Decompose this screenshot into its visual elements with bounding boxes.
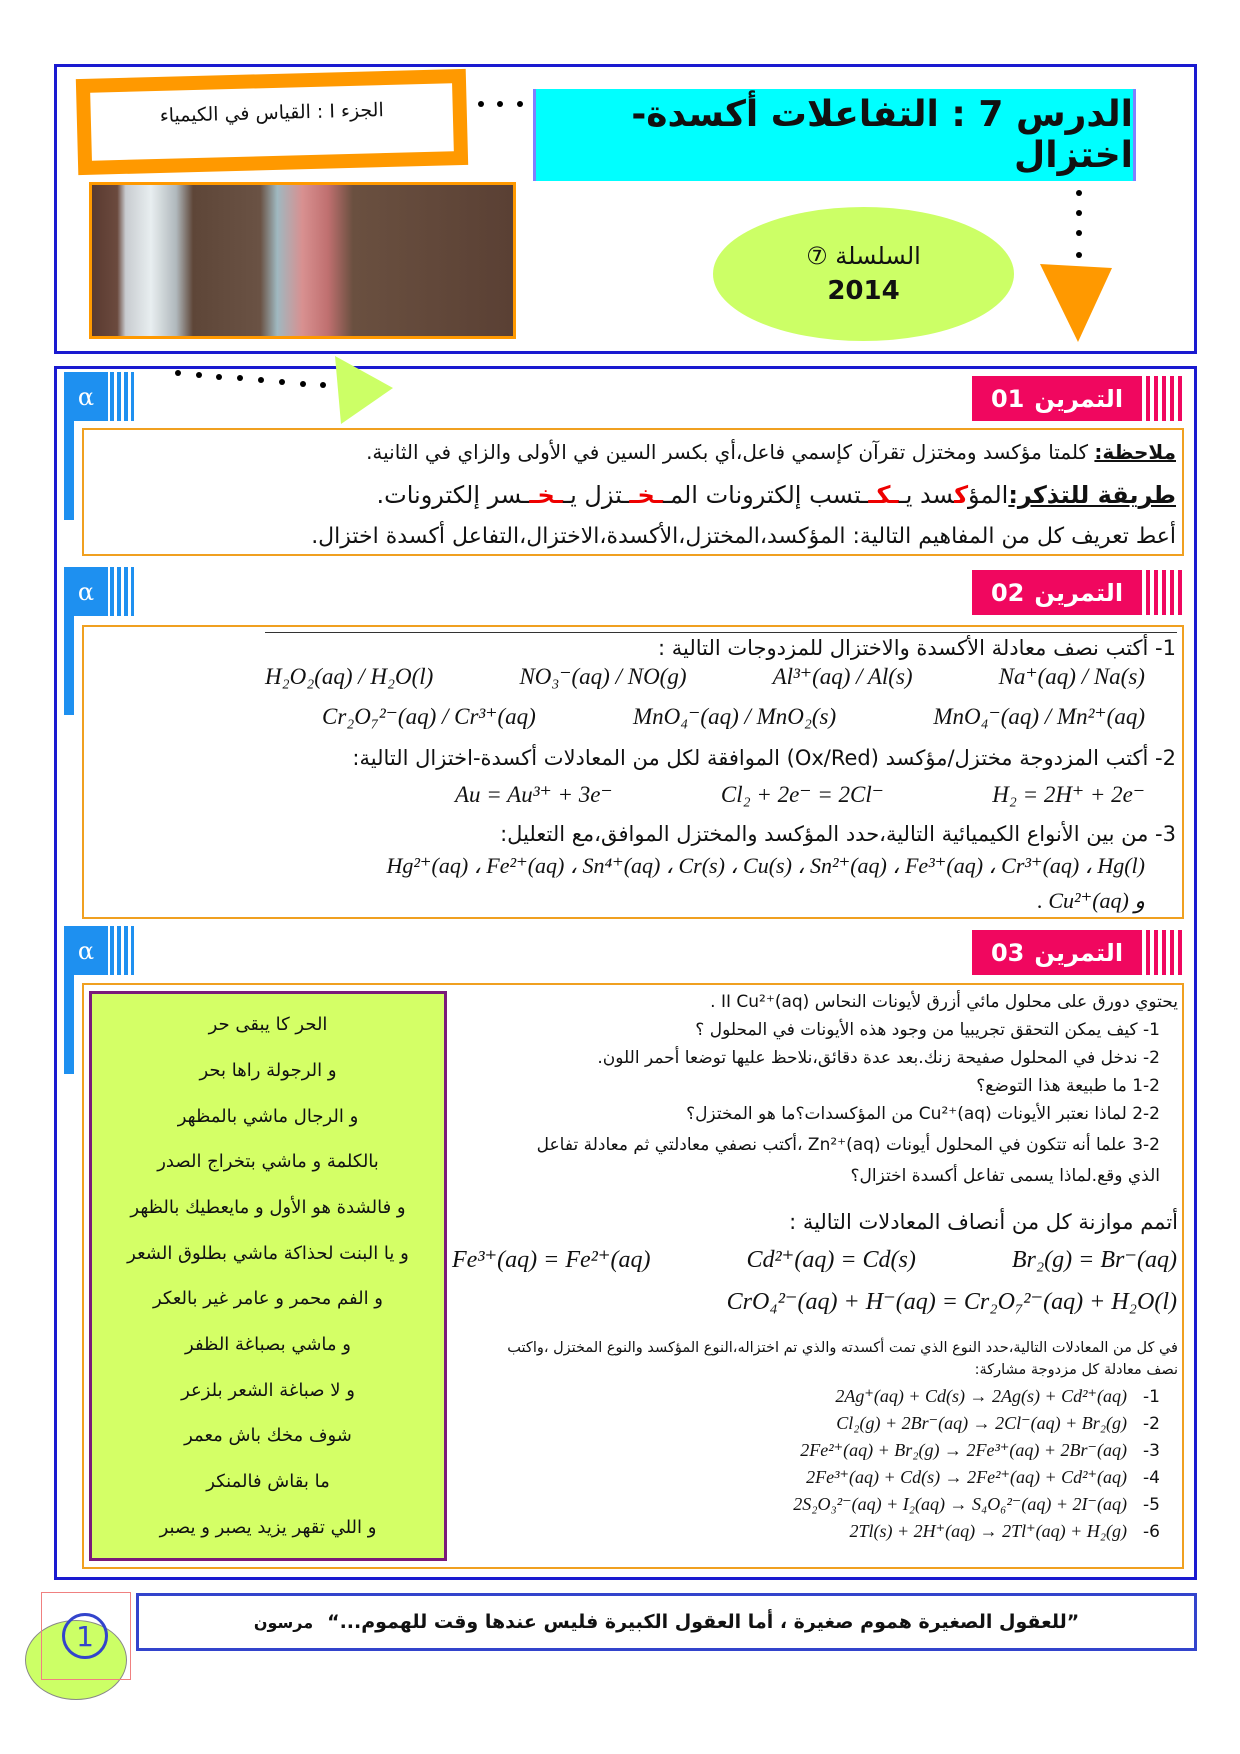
mnemonic-part: ـتزل يـ xyxy=(563,481,630,509)
poem-line: و ماشي بصباغة الظفر xyxy=(185,1333,351,1355)
ex3-question: 1-2 ما طبيعة هذا التوضع؟ xyxy=(976,1076,1160,1096)
mnemonic-part-highlight: ـخـ xyxy=(529,481,564,509)
alpha-bar xyxy=(64,420,74,520)
equation: Cl₂ + 2e⁻ = 2Cl⁻ xyxy=(720,782,884,807)
reaction-equation: 2Ag⁺(aq) + Cd(s) → 2Ag(s) + Cd²⁺(aq) xyxy=(835,1386,1128,1406)
exercise-number: 03 xyxy=(990,938,1025,967)
mnemonic-part-highlight: ك xyxy=(954,481,969,509)
reaction-row xyxy=(850,1521,1161,1542)
reaction-number: -4 xyxy=(1143,1468,1160,1488)
mnemonic xyxy=(377,481,1177,509)
footer-author: مرسون xyxy=(253,1612,314,1632)
couple: Cr₂O₇²⁻(aq) / Cr³⁺(aq) xyxy=(322,704,536,729)
note-text: كلمتا مؤكسد ومختزل تقرآن كإسمي فاعل،أي بكسر السين في الأولى والزاي في الثانية. xyxy=(366,440,1095,464)
reaction-number: -3 xyxy=(1143,1441,1160,1461)
reaction-number: -5 xyxy=(1143,1495,1160,1515)
poem-box xyxy=(89,991,447,1561)
exercise-stripes xyxy=(1146,930,1186,975)
alpha-bar xyxy=(64,974,74,1074)
mnemonic-part-highlight: ـخـ xyxy=(629,481,664,509)
poem-line: ما بقاش فالمنكر xyxy=(206,1470,330,1492)
reaction-equation: 2Fe³⁺(aq) + Cd(s) → 2Fe²⁺(aq) + Cd²⁺(aq) xyxy=(806,1467,1128,1487)
poem-line: و اللي تقهر يزيد يصبر و يصبر xyxy=(159,1516,377,1538)
poem-line: و يا البنت لحذاكة ماشي بطلوق الشعر xyxy=(127,1242,409,1264)
note-title: ملاحظة: xyxy=(1094,440,1176,464)
dot xyxy=(1076,210,1082,216)
q2-equations xyxy=(455,782,1145,808)
reactions-intro: نصف معادلة كل مزدوجة مشاركة: xyxy=(974,1362,1178,1378)
exercise-stripes xyxy=(1146,570,1186,615)
dot xyxy=(300,381,306,387)
poem-line: و فالشدة هو الأول و مايعطيك بالظهر xyxy=(130,1196,406,1218)
couple: Na⁺(aq) / Na(s) xyxy=(998,664,1145,689)
alpha-stripes xyxy=(110,372,134,421)
balance-row1 xyxy=(452,1245,1177,1274)
dot xyxy=(258,377,264,383)
ex3-question: 2-2 لماذا نعتبر الأيونات Cu²⁺(aq) من المؤكسدات؟ما هو المختزل؟ xyxy=(686,1104,1160,1124)
lesson-title-text: الدرس 7 : التفاعلات أكسدة-اختزال xyxy=(631,94,1133,176)
dot xyxy=(237,375,243,381)
page-number-text: 1 xyxy=(76,1619,94,1653)
dot xyxy=(196,372,202,378)
ex3-question: الذي وقع.لماذا يسمى تفاعل أكسدة اختزال؟ xyxy=(850,1166,1160,1186)
poem-line: شوف مخك باش معمر xyxy=(184,1425,352,1447)
series-label: السلسلة ⑦ xyxy=(806,242,921,270)
mnemonic-part: ـتسب إلكترونات المـ xyxy=(663,481,869,509)
exercise-1-task: أعط تعريف كل من المفاهيم التالية: المؤكسد،المختزل،الأكسدة،الاختزال،التفاعل أكسدة اختزال. xyxy=(311,524,1176,549)
reaction-equation: 2Fe²⁺(aq) + Br₂(g) → 2Fe³⁺(aq) + 2Br⁻(aq) xyxy=(800,1440,1128,1460)
reaction-number: -2 xyxy=(1143,1414,1160,1434)
exercise-3-label xyxy=(972,930,1142,975)
test-tubes-photo xyxy=(89,182,516,339)
half-equation: Cd²⁺(aq) = Cd(s) xyxy=(746,1247,916,1273)
reaction-row xyxy=(836,1413,1160,1434)
exercise-label-text: التمرين xyxy=(1034,578,1124,607)
exercise-stripes xyxy=(1146,376,1186,421)
dot xyxy=(497,101,503,107)
reaction-equation: 2Tl(s) + 2H⁺(aq) → 2Tl⁺(aq) + H₂(g) xyxy=(849,1521,1128,1541)
half-equation: Fe³⁺(aq) = Fe²⁺(aq) xyxy=(452,1247,651,1273)
reaction-number: -1 xyxy=(1143,1387,1160,1407)
exercise-label-text: التمرين xyxy=(1034,384,1124,413)
part-label: الجزء I : القياس في الكيمياء xyxy=(159,99,385,127)
q1: 1- أكتب نصف معادلة الأكسدة والاختزال للمزدوجات التالية : xyxy=(657,636,1176,660)
exercise-label-text: التمرين xyxy=(1034,938,1124,967)
alpha-stripes xyxy=(110,567,134,616)
half-equation: Br₂(g) = Br⁻(aq) xyxy=(1011,1247,1177,1273)
poem-line: و الفم محمر و عامر غير بالعكر xyxy=(153,1288,383,1310)
alpha-bar xyxy=(64,615,74,715)
reactions-list xyxy=(793,1386,1160,1542)
alpha-marker: α xyxy=(64,372,108,421)
exercise-2-label xyxy=(972,570,1142,615)
exercise-number: 02 xyxy=(990,578,1025,607)
equation: Au = Au³⁺ + 3e⁻ xyxy=(455,782,613,807)
q1-row2 xyxy=(322,704,1145,730)
poem-line: و لا صباغة الشعر بلزعر xyxy=(181,1379,355,1401)
reactions-intro: في كل من المعادلات التالية،حدد النوع الذي تمت أكسدته والذي تم اختزاله،النوع المؤكسد والنوع المختزل ،واكتب xyxy=(507,1340,1178,1356)
reaction-row xyxy=(806,1467,1160,1488)
poem-line: الحر كا يبقى حر xyxy=(208,1014,328,1036)
dot xyxy=(478,101,484,107)
alpha-stripes xyxy=(110,926,134,975)
footer-quote: ”للعقول الصغيرة هموم صغيرة ، أما العقول الكبيرة فليس عندها وقت للهموم...“ xyxy=(327,1611,1080,1633)
couple: MnO₄⁻(aq) / MnO₂(s) xyxy=(633,704,837,729)
reaction-equation: 2S₂O₃²⁻(aq) + I₂(aq) → S₄O₆²⁻(aq) + 2I⁻(aq) xyxy=(793,1494,1128,1514)
reaction-row xyxy=(793,1494,1160,1515)
balance-row2: CrO₄²⁻(aq) + H⁻(aq) = Cr₂O₇²⁻(aq) + H₂O(l) xyxy=(726,1289,1177,1315)
poem-line: و الرجولة راها بحر xyxy=(199,1059,337,1081)
year: 2014 xyxy=(827,276,900,306)
dot xyxy=(175,370,181,376)
balance-title: أتمم موازنة كل من أنصاف المعادلات التالية : xyxy=(789,1210,1178,1234)
note xyxy=(366,440,1176,464)
dot xyxy=(320,382,326,388)
reaction-equation: Cl₂(g) + 2Br⁻(aq) → 2Cl⁻(aq) + Br₂(g) xyxy=(836,1413,1128,1433)
dot xyxy=(517,101,523,107)
couple: MnO₄⁻(aq) / Mn²⁺(aq) xyxy=(933,704,1145,729)
q3-last: و Cu²⁺(aq) . xyxy=(1037,888,1145,913)
divider xyxy=(265,632,1177,633)
couple: Al³⁺(aq) / Al(s) xyxy=(772,664,913,689)
mnemonic-part-highlight: ـكـ xyxy=(868,481,899,509)
part-label-frame xyxy=(76,69,468,175)
q2: 2- أكتب المزدوجة مختزل/مؤكسد (Ox/Red) الموافقة لكل من المعادلات أكسدة-اختزال التالية: xyxy=(352,746,1176,770)
orange-triangle-icon xyxy=(1040,264,1112,344)
exercise-1-label xyxy=(972,376,1142,421)
poem-line: و الرجال ماشي بالمظهر xyxy=(177,1105,359,1127)
q3: 3- من بين الأنواع الكيميائية التالية،حدد المؤكسد والمختزل الموافق،مع التعليل: xyxy=(500,822,1176,846)
reaction-number: -6 xyxy=(1143,1522,1160,1542)
footer-quote-box xyxy=(136,1593,1197,1651)
equation: H₂ = 2H⁺ + 2e⁻ xyxy=(992,782,1145,807)
poem-line: بالكلمة و ماشي بتخراج الصدر xyxy=(157,1151,379,1173)
ex3-intro: يحتوي دورق على محلول مائي أزرق لأيونات النحاس II Cu²⁺(aq) . xyxy=(710,992,1178,1012)
dot xyxy=(1076,230,1082,236)
mnemonic-title: طريقة للتذكر: xyxy=(1008,481,1176,509)
alpha-marker: α xyxy=(64,926,108,975)
page-number xyxy=(62,1613,108,1659)
dot xyxy=(216,374,222,380)
mnemonic-part: ـسر إلكترونات. xyxy=(376,481,530,509)
dot xyxy=(279,379,285,385)
dot xyxy=(1076,252,1082,258)
green-triangle-icon xyxy=(335,356,395,426)
dot xyxy=(1076,190,1082,196)
couple: H₂O₂(aq) / H₂O(l) xyxy=(265,664,434,689)
reaction-row xyxy=(835,1386,1160,1407)
mnemonic-part: المؤ xyxy=(968,481,1009,509)
exercise-number: 01 xyxy=(990,384,1025,413)
ex3-question: 2- ندخل في المحلول صفيحة زنك.بعد عدة دقائق،نلاحظ عليها توضعا أحمر اللون. xyxy=(597,1048,1160,1068)
q1-row1 xyxy=(265,664,1145,690)
alpha-marker: α xyxy=(64,567,108,616)
couple: NO₃⁻(aq) / NO(g) xyxy=(519,664,687,689)
q3-species: Hg²⁺(aq) ، Fe²⁺(aq) ، Sn⁴⁺(aq) ، Cr(s) ، Cu(s) ، Sn²⁺(aq) ، Fe³⁺(aq) ، Cr³⁺(aq) ، Hg(l) xyxy=(386,853,1145,878)
ex3-question: 1- كيف يمكن التحقق تجريبيا من وجود هذه الأيونات في المحلول ؟ xyxy=(695,1020,1160,1040)
series-ellipse xyxy=(713,207,1014,341)
lesson-title xyxy=(533,89,1136,181)
ex3-question: 3-2 علما أنه تتكون في المحلول أيونات Zn²⁺(aq) ،أكتب نصفي معادلتي ثم معادلة تفاعل xyxy=(536,1135,1160,1155)
mnemonic-part: سد يـ xyxy=(898,481,955,509)
reaction-row xyxy=(800,1440,1160,1461)
